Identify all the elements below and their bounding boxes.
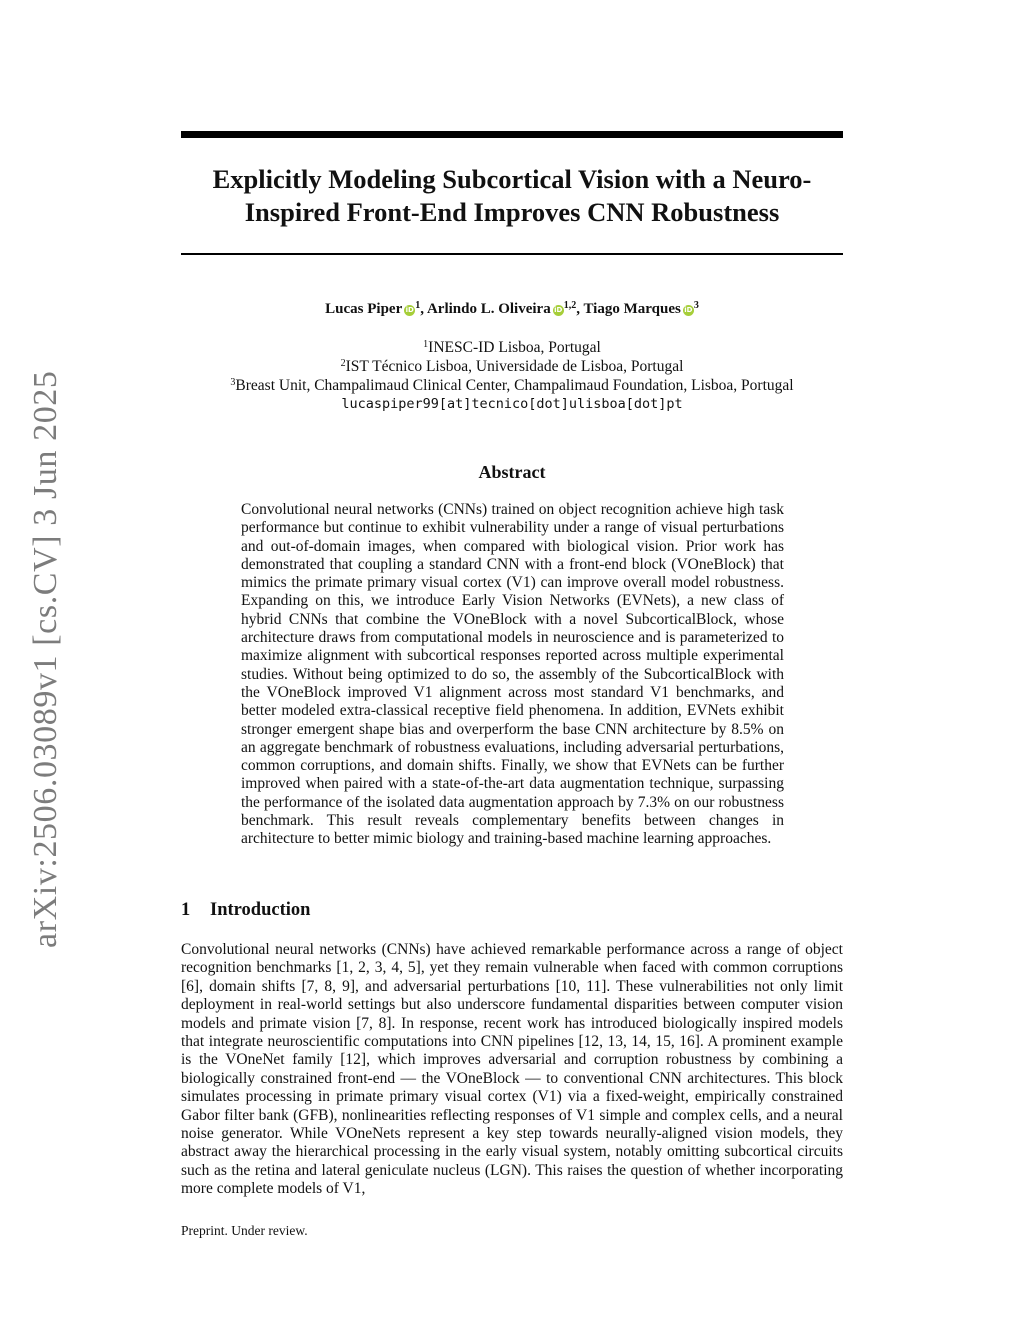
affiliation-text: Breast Unit, Champalimaud Clinical Center, Champalimaud Foundation, Lisboa, Portugal [235, 377, 794, 394]
contact-email: lucaspiper99[at]tecnico[dot]ulisboa[dot]pt [341, 396, 683, 412]
affiliation-line [181, 376, 843, 395]
affiliation-mark: 3 [693, 300, 699, 311]
section-heading [181, 899, 310, 921]
affiliation-mark: 1,2 [563, 300, 577, 311]
title-rule-top [181, 131, 843, 138]
page-footer: Preprint. Under review. [181, 1223, 308, 1238]
affiliation-mark: 2 [340, 358, 346, 369]
section-number: 1 [181, 900, 191, 920]
author-separator: , [420, 301, 427, 317]
author-name: Tiago Marques [583, 301, 681, 317]
author-list [181, 299, 843, 319]
affiliation-text: INESC-ID Lisboa, Portugal [428, 339, 601, 356]
affiliation-mark: 1 [415, 300, 421, 311]
affiliation-line [181, 357, 843, 376]
affiliation-line [181, 338, 843, 357]
orcid-icon[interactable]: iD [405, 306, 414, 314]
title-rule-bottom [181, 253, 843, 255]
paper-title: Explicitly Modeling Subcortical Vision with a Neuro-Inspired Front-End Improves CNN Robustness [212, 164, 812, 227]
affiliations [181, 338, 843, 414]
affiliation-mark: 3 [230, 377, 236, 388]
section-title: Introduction [210, 900, 311, 920]
orcid-icon[interactable]: iD [554, 306, 563, 314]
affiliation-mark: 1 [423, 339, 429, 350]
orcid-icon[interactable]: iD [684, 306, 693, 314]
affiliation-text: IST Técnico Lisboa, Universidade de Lisboa, Portugal [345, 358, 684, 375]
introduction-body: Convolutional neural networks (CNNs) have achieved remarkable performance across a range of object recognition benchmarks [1, 2, 3, 4, 5], yet they remain vulnerable when faced with common corruptions [6], domain shifts [7, 8, 9], and adversarial perturbations [10, 11]. These vulnerabilities not only limit deployment in real-world settings but also underscore fundamental disparities between computer vision models and primate vision [7, 8]. In response, recent work has introduced biologically inspired models that integrate neuroscientific computations into CNN pipelines [12, 13, 14, 15, 16]. A prominent example is the VOneNet family [12], which improves adversarial and corruption robustness by combining a biologically constrained front-end — the VOneBlock — to conventional CNN architectures. This block simulates processing in primate primary visual cortex (V1) via a fixed-weight, empirically constrained Gabor filter bank (GFB), nonlinearities reflecting responses of V1 simple and complex cells, and a neural noise generator. While VOneNets represent a key step towards neurally-aligned vision models, they abstract away the hierarchical processing in the early visual system, notably omitting subcortical circuits such as the retina and lateral geniculate nucleus (LGN). This raises the question of whether incorporating more complete models of V1, [181, 941, 843, 1198]
abstract-heading: Abstract [478, 462, 546, 482]
arxiv-identifier: arXiv:2506.03089v1 [cs.CV] 3 Jun 2025 [27, 370, 64, 949]
author-name: Lucas Piper [325, 301, 403, 317]
author-separator: , [576, 301, 584, 317]
author-name: Arlindo L. Oliveira [426, 301, 551, 317]
abstract-body: Convolutional neural networks (CNNs) trained on object recognition achieve high task performance but continue to exhibit vulnerability under a range of visual perturbations and out-of-domain images, when compared with biological vision. Prior work has demonstrated that coupling a standard CNN with a front-end block (VOneBlock) that mimics the primate primary visual cortex (V1) can improve overall model robustness. Expanding on this, we introduce Early Vision Networks (EVNets), a new class of hybrid CNNs that combine the VOneBlock with a novel SubcorticalBlock, whose architecture draws from computational models in neuroscience and is parameterized to maximize alignment with subcortical responses reported across multiple experimental studies. Without being optimized to do so, the assembly of the SubcorticalBlock with the VOneBlock improved V1 alignment across most standard V1 benchmarks, and better modeled extra-classical receptive field phenomena. In addition, EVNets exhibit stronger emergent shape bias and overperform the base CNN architecture by 8.5% on an aggregate benchmark of robustness evaluations, including adversarial perturbations, common corruptions, and domain shifts. Finally, we show that EVNets can be further improved when paired with a state-of-the-art data augmentation technique, surpassing the performance of the isolated data augmentation approach by 7.3% on our robustness benchmark. This result reveals complementary benefits between changes in architecture to better mimic biology and training-based machine learning approaches. [241, 501, 784, 848]
